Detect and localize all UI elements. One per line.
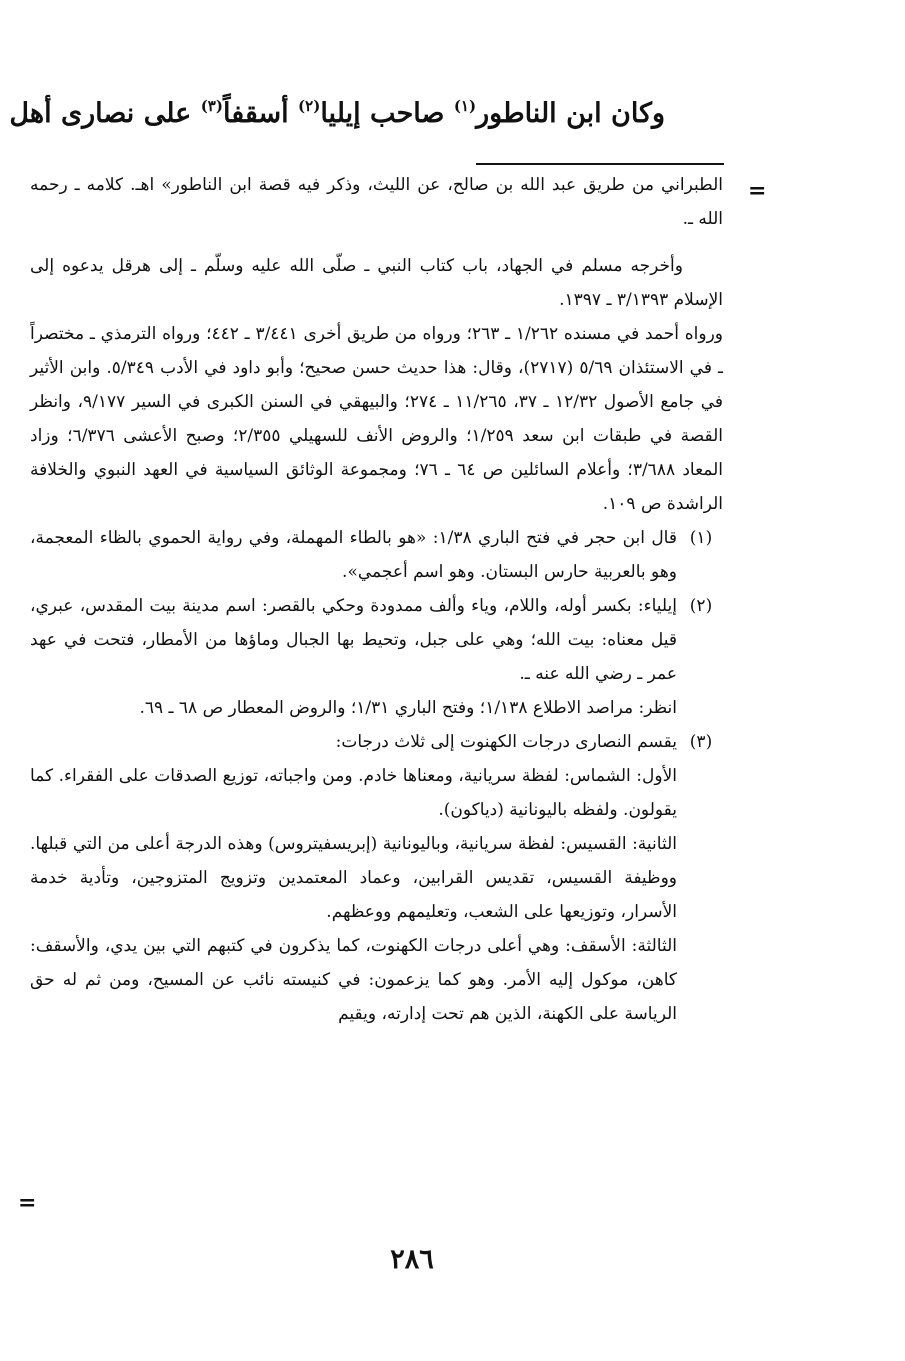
footnote-separator xyxy=(476,163,724,165)
main-text-line xyxy=(9,92,665,136)
continued-footnote-paragraph: ورواه أحمد في مسنده ١/٢٦٢ ـ ٢٦٣؛ ورواه من طريق أخرى ٣/٤٤١ ـ ٤٤٢؛ ورواه الترمذي ـ مختصراً ـ في الاستئذان ٥/٦٩ (٢٧١٧)، وقال: هذا حديث حسن صحيح؛ وأبو داود في الأدب ٥/٣٤٩. وابن الأثير في جامع الأصول ١٢/٣٢ ـ ٣٧، ١١/٢٦٥ ـ ٢٧٤؛ والبيهقي في السنن الكبرى في السير ٩/١٧٧، وانظر القصة في طبقات ابن سعد ١/٢٥٩؛ والروض الأنف للسهيلي ٢/٣٥٥؛ وصبح الأعشى ٦/٣٧٦؛ وزاد المعاد ٣/٦٨٨؛ وأعلام السائلين ص ٦٤ ـ ٧٦؛ ومجموعة الوثائق السياسية في العهد النبوي والخلافة الراشدة ص ١٠٩. xyxy=(30,324,724,514)
main-text-part-2: صاحب إيليا xyxy=(320,98,454,129)
continued-footnote-paragraph: وأخرجه مسلم في الجهاد، باب كتاب النبي ـ صلّى الله عليه وسلّم ـ إلى هرقل يدعوه إلى الإسلام ٣/١٣٩٣ ـ ١٣٩٧. xyxy=(30,256,723,310)
footnote-paragraph: الأول: الشماس: لفظة سريانية، ومعناها خادم. ومن واجباته، توزيع الصدقات على الفقراء. كما يقولون. ولفظه باليونانية (دياكون). xyxy=(30,766,677,820)
continued-footnote-paragraph: الطبراني من طريق عبد الله بن صالح، عن الليث، وذكر فيه قصة ابن الناطور» اهـ. كلامه ـ رحمه الله ـ. xyxy=(30,175,723,229)
footnotes-section xyxy=(30,168,723,1031)
footnote-ref-2: (٢) xyxy=(298,97,321,115)
footnote-paragraph: يقسم النصارى درجات الكهنوت إلى ثلاث درجات: xyxy=(335,732,677,752)
footnote-paragraph: إيلياء: بكسر أوله، واللام، وياء وألف ممدودة وحكي بالقصر: اسم مدينة بيت المقدس، عبري، قيل معناه: بيت الله؛ وهي على جبل، وتحيط بها الجبال وماؤها من الأمطار، فتحت في عهد عمر ـ رضي الله عنه ـ. xyxy=(30,596,677,684)
footnote-number: (٣) xyxy=(689,732,713,752)
footnote-2 xyxy=(30,589,723,725)
footnote-number: (٢) xyxy=(689,596,713,616)
footnote-paragraph: الثالثة: الأسقف: وهي أعلى درجات الكهنوت، كما يذكرون في كتبهم التي بين يدي، والأسقف: كاهن، موكول إليه الأمر. وهو كما يزعمون: في كنيسته نائب عن المسيح، ومن ثم له حق الرياسة على الكهنة، الذين هم تحت إدارته، ويقيم xyxy=(30,936,677,1024)
main-text-part-3: أسقفاً xyxy=(222,98,299,129)
continuation-mark-top: = xyxy=(748,178,767,204)
main-text-part-1: وكان ابن الناطور xyxy=(476,98,665,129)
footnote-1 xyxy=(30,521,723,589)
footnote-paragraph: قال ابن حجر في فتح الباري ١/٣٨: «هو بالطاء المهملة، وفي رواية الحموي بالظاء المعجمة، وهو بالعربية حارس البستان. وهو اسم أعجمي». xyxy=(30,528,677,582)
footnote-paragraph: الثانية: القسيس: لفظة سريانية، وباليونانية (إبريسفيتروس) وهذه الدرجة أعلى من التي قبلها. ووظيفة القسيس، تقديس القرابين، وعماد المعتمدين وتزويج المتزوجين، وتأدية خدمة الأسرار، وتوزيعها على الشعب، وتعليمهم ووعظهم. xyxy=(30,834,677,922)
footnote-ref-1: (١) xyxy=(453,97,477,115)
footnote-paragraph: انظر: مراصد الاطلاع ١/١٣٨؛ وفتح الباري ١/٣١؛ والروض المعطار ص ٦٨ ـ ٦٩. xyxy=(139,698,677,718)
page-number: ٢٨٦ xyxy=(390,1244,434,1275)
footnote-number: (١) xyxy=(689,528,713,548)
footnote-3 xyxy=(30,725,723,1031)
footnote-ref-3: (٣) xyxy=(200,97,223,115)
continuation-mark-bottom: = xyxy=(18,1190,37,1216)
main-text-part-4: على نصارى أهل xyxy=(9,98,201,129)
